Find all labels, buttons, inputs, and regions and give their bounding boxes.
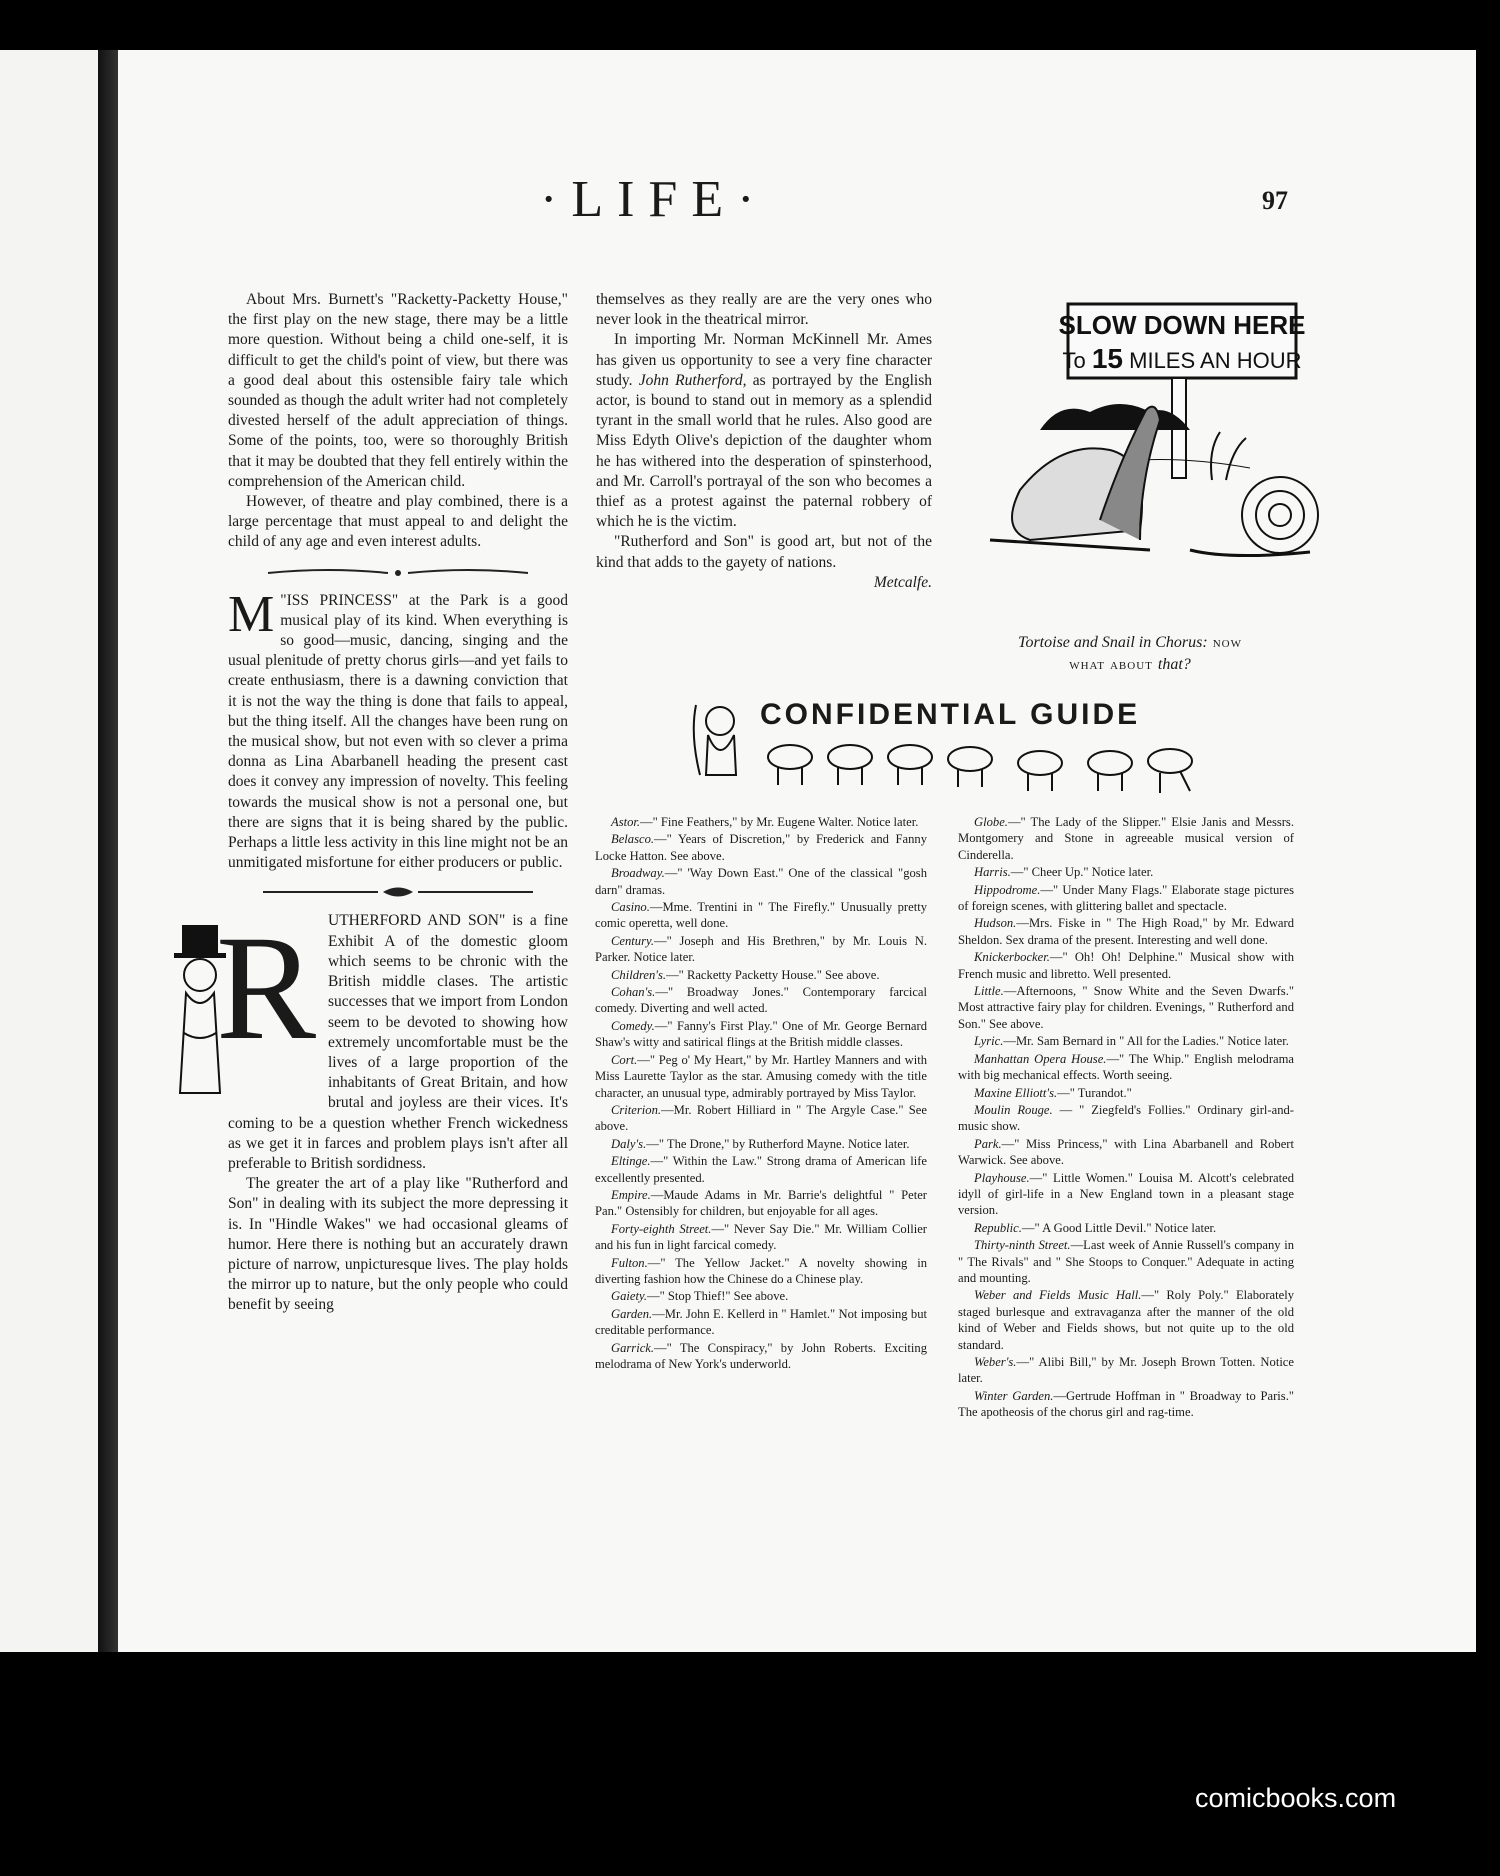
paragraph	[596, 330, 932, 532]
entry-text: —" Joseph and His Brethren," by Mr. Louis N. Parker. Notice later.	[595, 933, 927, 965]
cartoon-illustration	[950, 300, 1358, 610]
illustrated-dropcap	[156, 905, 320, 1113]
guide-entry	[958, 915, 1294, 948]
entry-text: —" The Whip." English melodrama with big mechanical effects. Worth seeing.	[958, 1051, 1294, 1083]
facing-page-edge	[0, 50, 98, 1652]
guide-entry	[958, 1287, 1294, 1353]
theatre-name: Cohan's.	[611, 985, 656, 1000]
column-1	[216, 290, 568, 1316]
entry-text: —" Under Many Flags." Elaborate stage pictures of foreign scenes, with glittering ballet and spectacle.	[958, 882, 1294, 914]
guide-entry	[595, 967, 927, 983]
theatre-name: Century.	[611, 933, 655, 948]
entry-text: —Mr. Robert Hilliard in " The Argyle Case." See above.	[595, 1102, 927, 1134]
entry-text: —" Roly Poly." Elaborately staged burlesque and extravaganza after the manner of the old kind of Weber and Fields shows, but not quite up to the old standard.	[958, 1288, 1294, 1352]
guide-entry	[958, 949, 1294, 982]
theatre-name: Republic.	[974, 1220, 1022, 1235]
quote-mark: "	[280, 591, 287, 609]
entry-text: —Mme. Trentini in " The Firefly." Unusually pretty comic operetta, well done.	[595, 900, 927, 931]
theatre-name: Eltinge.	[611, 1154, 651, 1169]
entry-text: —" Broadway Jones." Contemporary farcical comedy. Diverting and well acted.	[595, 985, 927, 1016]
guide-entry	[958, 1033, 1294, 1049]
character-name: John Rutherford,	[638, 371, 747, 389]
theatre-name: Broadway.	[611, 866, 665, 881]
guide-entry	[958, 983, 1294, 1032]
theatre-name: Belasco.	[611, 832, 655, 847]
theatre-name: Garden.	[611, 1306, 653, 1321]
theatre-name: Knickerbocker.	[974, 950, 1050, 965]
theatre-name: Garrick.	[611, 1340, 655, 1355]
guide-entry	[595, 1221, 927, 1254]
theatre-name: Harris.	[974, 865, 1011, 880]
guide-entry	[595, 1288, 927, 1304]
guide-title: CONFIDENTIAL GUIDE	[760, 698, 1141, 731]
entry-text: —" Never Say Die." Mr. William Collier and his fun in light farcical comedy.	[595, 1221, 927, 1253]
theatre-name: Lyric.	[974, 1034, 1004, 1049]
theatre-name: Little.	[974, 984, 1004, 999]
theatre-name: Hippodrome.	[974, 882, 1041, 897]
entry-text: —" The Lady of the Slipper." Elsie Janis and Messrs. Montgomery and Stone in agreeable musical version of Cinderella.	[958, 815, 1294, 862]
theatre-name: Hudson.	[974, 916, 1017, 931]
column-2	[596, 290, 932, 593]
theatre-name: Comedy.	[611, 1018, 655, 1033]
theatre-name: Daly's.	[611, 1136, 647, 1151]
ornament-divider	[258, 563, 538, 581]
entry-text: —Last week of Annie Russell's company in " The Rivals" and " She Stoops to Conquer." Adequate in acting and mounting.	[958, 1238, 1294, 1285]
theatre-name: Park.	[974, 1136, 1002, 1151]
entry-text: —" Turandot."	[1057, 1085, 1132, 1100]
entry-text: —Mr. Sam Bernard in " All for the Ladies." Notice later.	[1003, 1034, 1289, 1049]
entry-text: —" Fine Feathers," by Mr. Eugene Walter. Notice later.	[640, 815, 919, 829]
entry-text: —" The Drone," by Rutherford Mayne. Notice later.	[646, 1136, 910, 1151]
guide-entry	[958, 1170, 1294, 1219]
theatre-name: Playhouse.	[974, 1170, 1030, 1185]
guide-entry	[595, 1153, 927, 1186]
guide-entry	[595, 1136, 927, 1152]
theatre-name: Casino.	[611, 900, 650, 915]
review-text: ISS PRINCESS" at the Park is a good musical play of its kind. When everything is so good—music, dancing, singing and the usual plenitude of pretty chorus girls—and yet fails to create enthusiasm, there is a dawning conviction that it is not the way the thing is done that fails to appeal, but the thing itself. All the changes have been rung on the musical show, but not even with so clever a prima donna as Lina Abarbanell heading the present cast does it convey any impression of novelty. This feeling towards the musical show is not a personal one, but there are signs that it is being shared by the public. Perhaps a little less activity in this line might not be an unmitigated misfortune for either producers or public.	[228, 591, 568, 872]
guide-entry	[595, 933, 927, 966]
review-text: UTHERFORD AND SON" is a fine Exhibit A of the domestic gloom which seems to be chronic with the British middle clases. The artistic successes that we import from London seem to be devoted to showing how extremely uncomfortable must be the lives of a large proportion of the inhabitants of Great Britain, and how brutal and joyless are their vices. It's coming to be a question whether French wickedness as we get it in farces and problem plays isn't after all preferable to British sordidness.	[228, 912, 568, 1172]
theatre-name: Thirty-ninth Street.	[974, 1238, 1071, 1253]
page-number: 97	[1262, 186, 1288, 215]
entry-text: —Afternoons, " Snow White and the Seven Dwarfs." Most attractive fairy play for children. Evenings, " Rutherford and Son." See above.	[958, 984, 1294, 1031]
entry-text: —" Within the Law." Strong drama of American life excellently presented.	[595, 1154, 927, 1185]
entry-text: —" A Good Little Devil." Notice later.	[1021, 1220, 1217, 1235]
entry-text: —" Miss Princess," with Lina Abarbanell and Robert Warwick. See above.	[958, 1136, 1294, 1168]
caption-smallcaps: what about	[1069, 656, 1158, 673]
guide-entry	[958, 1237, 1294, 1286]
dropcap-m: M	[228, 585, 275, 643]
text: In importing Mr. Norman McKinnell Mr. Ames has given us opportunity to see a very fine character study.	[596, 331, 932, 389]
guide-entry	[595, 1255, 927, 1288]
entry-text: —Mr. John E. Kellerd in " Hamlet." Not imposing but creditable performance.	[595, 1306, 927, 1338]
guide-entry	[958, 882, 1294, 915]
ornament-divider	[258, 883, 538, 901]
sign-line-2: To 15 MILES AN HOUR	[1062, 343, 1302, 374]
paragraph: The greater the art of a play like "Rutherford and Son" in dealing with its subject the more depressing it is. In "Hindle Wakes" we had occasional gleams of humor. Here there is nothing but an accurately drawn picture of narrow, unpicturesque lives. The play holds the mirror up to nature, but the only people who could benefit by seeing	[228, 1175, 568, 1314]
theatre-name: Weber and Fields Music Hall.	[974, 1288, 1142, 1303]
entry-text: —" Cheer Up." Notice later.	[1010, 865, 1154, 880]
theatre-name: Cort.	[611, 1052, 638, 1067]
cartoon-caption	[960, 632, 1300, 676]
entry-text: —" Alibi Bill," by Mr. Joseph Brown Totten. Notice later.	[958, 1355, 1294, 1386]
theatre-name: Globe.	[974, 815, 1008, 829]
masthead: ·LIFE·	[540, 171, 769, 228]
guide-entry	[595, 814, 927, 830]
guide-entry	[958, 1102, 1294, 1135]
theatre-name: Weber's.	[974, 1355, 1017, 1369]
rutherford-review	[216, 905, 568, 1174]
guide-entry	[958, 814, 1294, 863]
guide-entry	[595, 1018, 927, 1051]
theatre-name: Criterion.	[611, 1102, 662, 1117]
guide-column-2	[958, 814, 1294, 1422]
entry-text: —Mrs. Fiske in " The High Road," by Mr. Edward Sheldon. Sex drama of the present. Interesting and well done.	[958, 916, 1294, 947]
entry-text: —" 'Way Down East." One of the classical "gosh darn" dramas.	[595, 866, 927, 897]
guide-entry	[595, 899, 927, 932]
guide-entry	[595, 984, 927, 1017]
theatre-name: Manhattan Opera House.	[974, 1051, 1107, 1066]
text: as portrayed by the English actor, is bound to stand out in memory as a splendid tyrant in the small world that he rules. Also good are Miss Edyth Olive's depiction of the daughter whom he has withered into the desperation of spinsterhood, and Mr. Carroll's portrayal of the son who becomes a thief as a protest against the paternal robbery of which he is the victim.	[596, 371, 932, 531]
caption-italic: Tortoise and Snail in Chorus:	[1018, 634, 1208, 651]
guide-entry	[595, 1187, 927, 1220]
paragraph: themselves as they really are are the very ones who never look in the theatrical mirror.	[596, 291, 932, 329]
guide-column-1	[595, 814, 927, 1373]
theatre-name: Moulin Rouge.	[974, 1102, 1053, 1117]
entry-text: —" Peg o' My Heart," by Mr. Hartley Manners and with Miss Laurette Taylor as the star. Amusing comedy with the title character, an unusual type, admirably portrayed by Miss Taylor.	[595, 1052, 927, 1100]
theatre-name: Children's.	[611, 967, 667, 982]
guide-entry	[958, 1220, 1294, 1236]
guide-entry	[958, 1136, 1294, 1169]
theatre-name: Maxine Elliott's.	[974, 1085, 1058, 1100]
entry-text: —Maude Adams in Mr. Barrie's delightful " Peter Pan." Ostensibly for children, but enjoyable for all ages.	[595, 1187, 927, 1219]
entry-text: —" Racketty Packetty House." See above.	[666, 967, 880, 982]
miss-princess-review	[228, 585, 568, 874]
sign-line-1: SLOW DOWN HERE	[1058, 310, 1306, 340]
entry-text: —" The Yellow Jacket." A novelty showing in diverting fashion how the Chinese do a Chinese play.	[595, 1255, 927, 1286]
dropcap-r: R	[216, 905, 317, 1072]
theatre-name: Astor.	[611, 815, 641, 829]
paragraph: About Mrs. Burnett's "Racketty-Packetty House," the first play on the new stage, there may be a little more question. Without being a child one-self, it is difficult to get the child's point of view, but there was a good deal about this ostensible fairy tale which sounded as though the adult writer had not completely divested herself of the adult appreciation of things. Some of the points, too, were so thoroughly British that it may be doubted that they fell entirely within the comprehension of the American child.	[228, 291, 568, 490]
entry-text: —" Oh! Oh! Delphine." Musical show with French music and libretto. Well presented.	[958, 950, 1294, 981]
theatre-name: Empire.	[611, 1187, 651, 1202]
theatre-name: Winter Garden.	[974, 1388, 1054, 1403]
guide-entry	[958, 1051, 1294, 1084]
guide-entry	[958, 1085, 1294, 1101]
entry-text: —" Little Women." Louisa M. Alcott's celebrated idyll of girl-life in a New England town in a pleasant stage version.	[958, 1170, 1294, 1218]
entry-text: —Gertrude Hoffman in " Broadway to Paris." The apotheosis of the chorus girl and rag-time.	[958, 1388, 1294, 1420]
guide-entry	[595, 865, 927, 898]
signature: Metcalfe.	[873, 573, 932, 591]
guide-entry	[958, 864, 1294, 880]
spine-shadow	[98, 50, 118, 1652]
guide-entry	[595, 1102, 927, 1135]
theatre-name: Gaiety.	[611, 1289, 648, 1304]
guide-entry	[595, 1306, 927, 1339]
entry-text: —" The Conspiracy," by John Roberts. Exciting melodrama of New York's underworld.	[595, 1340, 927, 1371]
entry-text: —" Years of Discretion," by Frederick and Fanny Locke Hatton. See above.	[595, 832, 927, 863]
entry-text: —" Fanny's First Play." One of Mr. George Bernard Shaw's witty and satirical flings at the British middle classes.	[595, 1018, 927, 1050]
guide-entry	[595, 1340, 927, 1373]
guide-entry	[595, 831, 927, 864]
theatre-name: Forty-eighth Street.	[611, 1221, 712, 1236]
caption-smallcaps: now	[1207, 634, 1242, 651]
guide-entry	[595, 1052, 927, 1101]
entry-text: —" Stop Thief!" See above.	[647, 1289, 789, 1304]
entry-text: — " Ziegfeld's Follies." Ordinary girl-and-music show.	[958, 1102, 1294, 1134]
guide-entry	[958, 1354, 1294, 1387]
paragraph: "Rutherford and Son" is good art, but not of the kind that adds to the gayety of nations.	[596, 533, 932, 571]
caption-italic: that?	[1157, 656, 1191, 673]
guide-entry	[958, 1388, 1294, 1421]
paragraph: However, of theatre and play combined, there is a large percentage that must appeal to and delight the child of any age and even interest adults.	[228, 493, 568, 551]
watermark: comicbooks.com	[1195, 1783, 1397, 1813]
theatre-name: Fulton.	[611, 1255, 648, 1270]
